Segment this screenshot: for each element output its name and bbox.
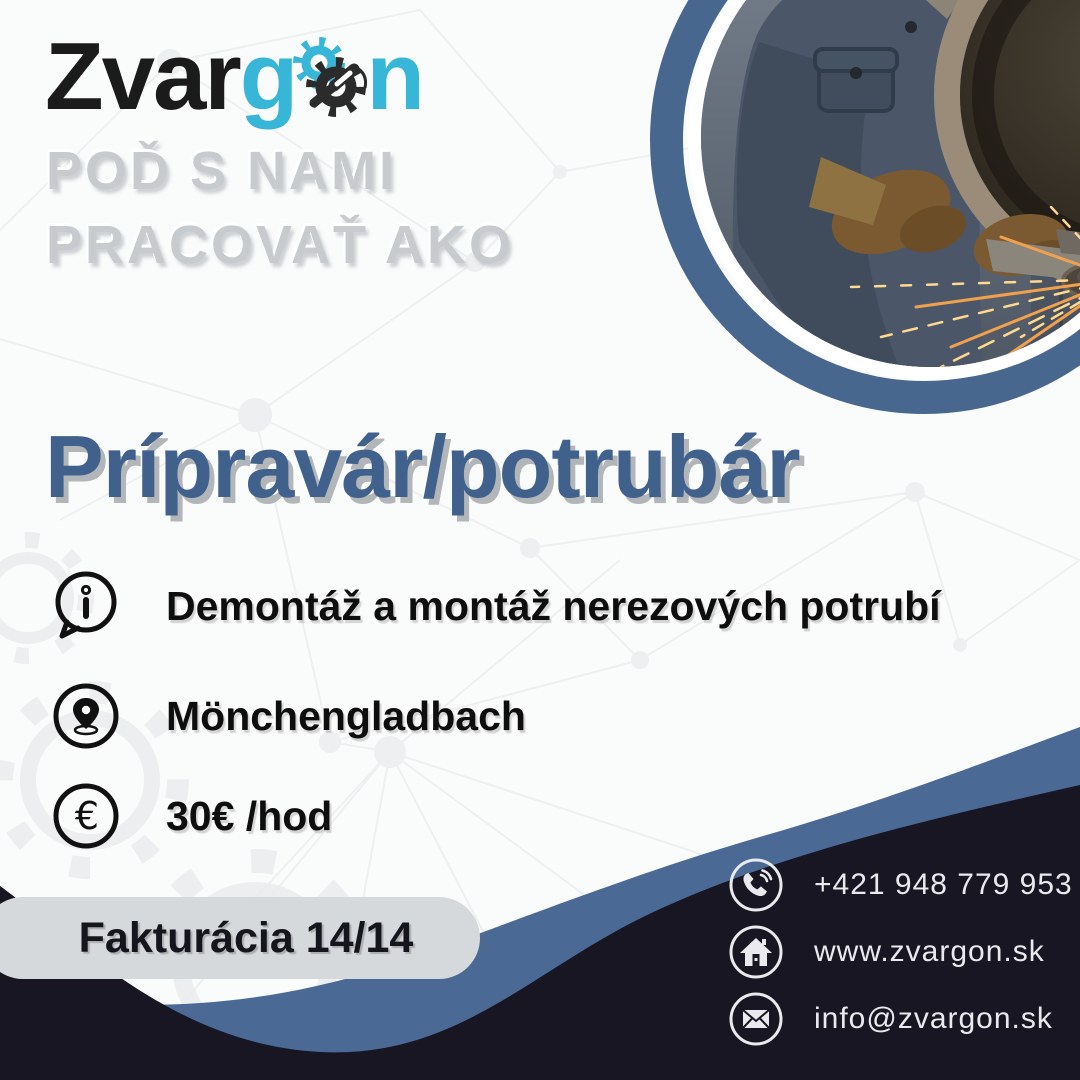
detail-text-description: Demontáž a montáž nerezových potrubí — [166, 582, 941, 629]
euro-icon — [52, 780, 120, 852]
tagline-line2: PRACOVAŤ AKO — [46, 215, 514, 275]
contact-row-website[interactable] — [728, 925, 1073, 979]
contact-row-phone[interactable] — [728, 858, 1073, 912]
billing-badge — [0, 897, 480, 979]
brand-logo — [45, 22, 423, 132]
contact-website-text: www.zvargon.sk — [814, 935, 1045, 968]
contact-block — [728, 858, 1073, 1046]
brand-logo-text-teal-n: n — [366, 23, 424, 130]
tagline — [46, 134, 514, 282]
contact-row-email[interactable] — [728, 992, 1073, 1046]
phone-icon — [728, 857, 784, 913]
location-pin-icon — [52, 680, 120, 752]
detail-row-rate — [52, 780, 332, 852]
email-icon — [728, 991, 784, 1047]
detail-text-location: Mönchengladbach — [166, 692, 526, 739]
brand-logo-text-teal-g: g — [239, 23, 297, 130]
brand-logo-text-black: Zvar — [45, 23, 240, 130]
job-title: Prípravár/potrubár — [45, 417, 800, 516]
info-bubble-icon — [52, 570, 120, 642]
detail-row-location — [52, 680, 526, 752]
welding-gear-icon — [292, 33, 370, 119]
tagline-line1: POĎ S NAMI — [46, 141, 398, 201]
svg-text:€: € — [74, 794, 100, 838]
contact-email-text: info@zvargon.sk — [814, 1002, 1053, 1035]
home-icon — [728, 924, 784, 980]
detail-row-description — [52, 570, 941, 642]
contact-phone-text: +421 948 779 953 — [814, 868, 1073, 901]
detail-text-rate: 30€ /hod — [166, 792, 333, 839]
billing-badge-text: Fakturácia 14/14 — [78, 913, 414, 962]
